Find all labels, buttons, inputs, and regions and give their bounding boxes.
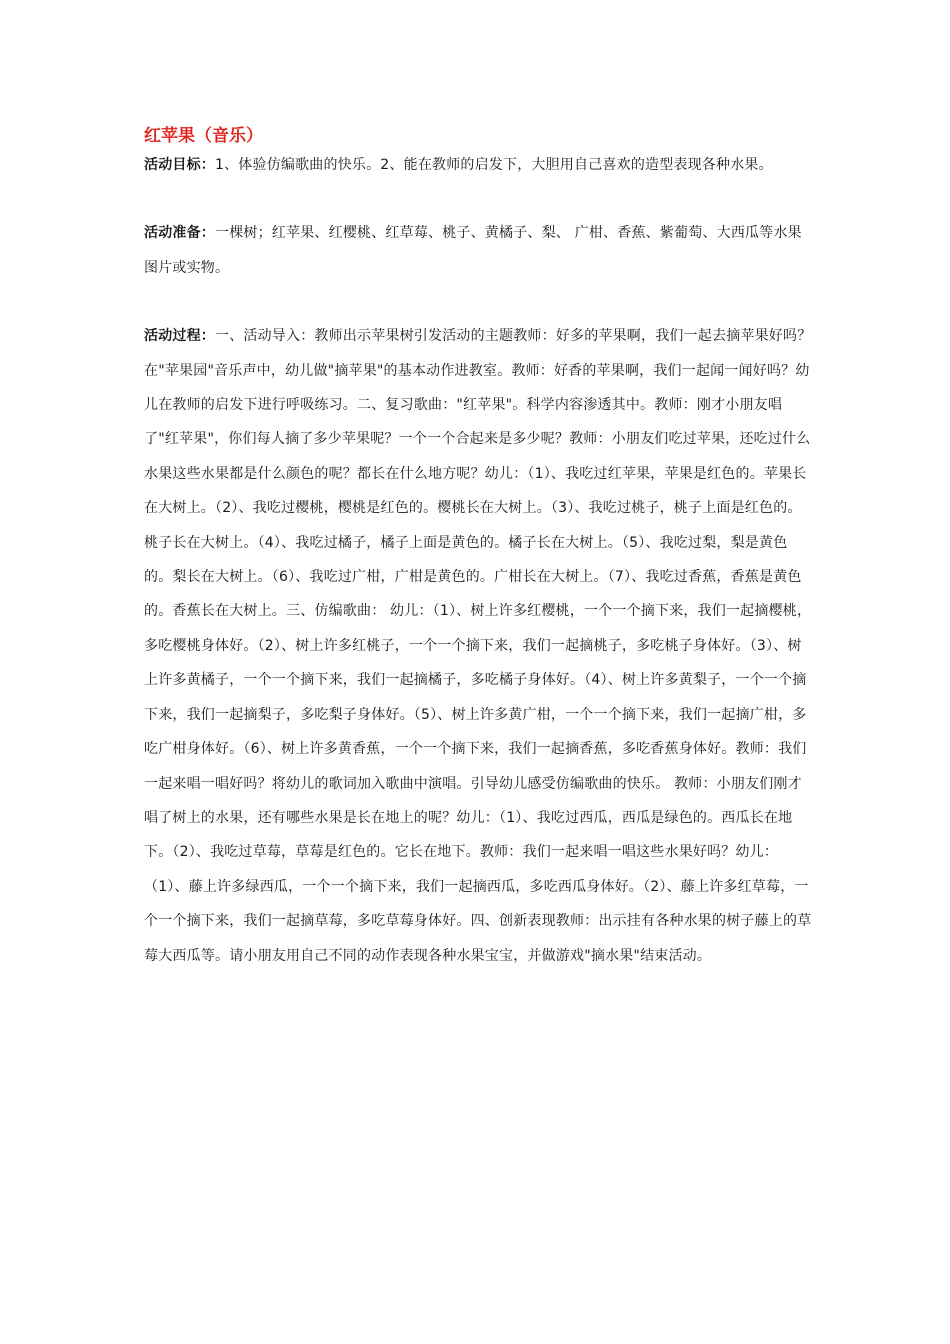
section-process <box>144 319 812 973</box>
section-process-text: 一、活动导入：教师出示苹果树引发活动的主题教师：好多的苹果啊，我们一起去摘苹果好吗？在"苹果园"音乐声中，幼儿做"摘苹果"的基本动作进教室。教师：好香的苹果啊，我们一起闻一闻好吗？幼儿在教师的启发下进行呼吸练习。二、复习歌曲："红苹果"。科学内容渗透其中。教师：刚才小朋友唱了"红苹果"，你们每人摘了多少苹果呢？一个一个合起来是多少呢？教师：小朋友们吃过苹果，还吃过什么水果这些水果都是什么颜色的呢？都长在什么地方呢？幼儿：（1）、我吃过红苹果，苹果是红色的。苹果长在大树上。（2）、我吃过樱桃，樱桃是红色的。樱桃长在大树上。（3）、我吃过桃子，桃子上面是红色的。桃子长在大树上。（4）、我吃过橘子，橘子上面是黄色的。橘子长在大树上。（5）、我吃过梨，梨是黄色的。梨长在大树上。（6）、我吃过广柑，广柑是黄色的。广柑长在大树上。（7）、我吃过香蕉，香蕉是黄色的。香蕉长在大树上。三、仿编歌曲： 幼儿：（1）、树上许多红樱桃，一个一个摘下来，我们一起摘樱桃，多吃樱桃身体好。（2）、树上许多红桃子，一个一个摘下来，我们一起摘桃子，多吃桃子身体好。（3）、树上许多黄橘子，一个一个摘下来，我们一起摘橘子，多吃橘子身体好。（4）、树上许多黄梨子，一个一个摘下来，我们一起摘梨子，多吃梨子身体好。（5）、树上许多黄广柑，一个一个摘下来，我们一起摘广柑，多吃广柑身体好。（6）、树上许多黄香蕉，一个一个摘下来，我们一起摘香蕉，多吃香蕉身体好。教师：我们一起来唱一唱好吗？将幼儿的歌词加入歌曲中演唱。引导幼儿感受仿编歌曲的快乐。 教师：小朋友们刚才唱了树上的水果，还有哪些水果是长在地上的呢？幼儿：（1）、我吃过西瓜，西瓜是绿色的。西瓜长在地下。（2）、我吃过草莓，草莓是红色的。它长在地下。教师：我们一起来唱一唱这些水果好吗？幼儿：（1）、藤上许多绿西瓜，一个一个摘下来，我们一起摘西瓜，多吃西瓜身体好。（2）、藤上许多红草莓，一个一个摘下来，我们一起摘草莓，多吃草莓身体好。四、创新表现教师：出示挂有各种水果的树子藤上的草莓大西瓜等。请小朋友用自己不同的动作表现各种水果宝宝，并做游戏"摘水果"结束活动。 <box>144 328 812 964</box>
section-goals <box>144 148 812 182</box>
section-goals-text: 1、体验仿编歌曲的快乐。2、能在教师的启发下，大胆用自己喜欢的造型表现各种水果。 <box>215 157 773 173</box>
section-goals-label: 活动目标： <box>144 157 215 173</box>
paragraph-gap <box>144 182 812 216</box>
section-preparation-label: 活动准备： <box>144 225 215 242</box>
section-preparation <box>144 216 812 285</box>
paragraph-gap <box>144 285 812 319</box>
section-process-label: 活动过程： <box>144 328 215 345</box>
document-body <box>144 124 812 973</box>
section-preparation-text: 一棵树；红苹果、红樱桃、红草莓、桃子、黄橘子、梨、 广柑、香蕉、紫葡萄、大西瓜等水果图片或实物。 <box>144 225 802 276</box>
document-title: 红苹果（音乐） <box>144 126 263 146</box>
